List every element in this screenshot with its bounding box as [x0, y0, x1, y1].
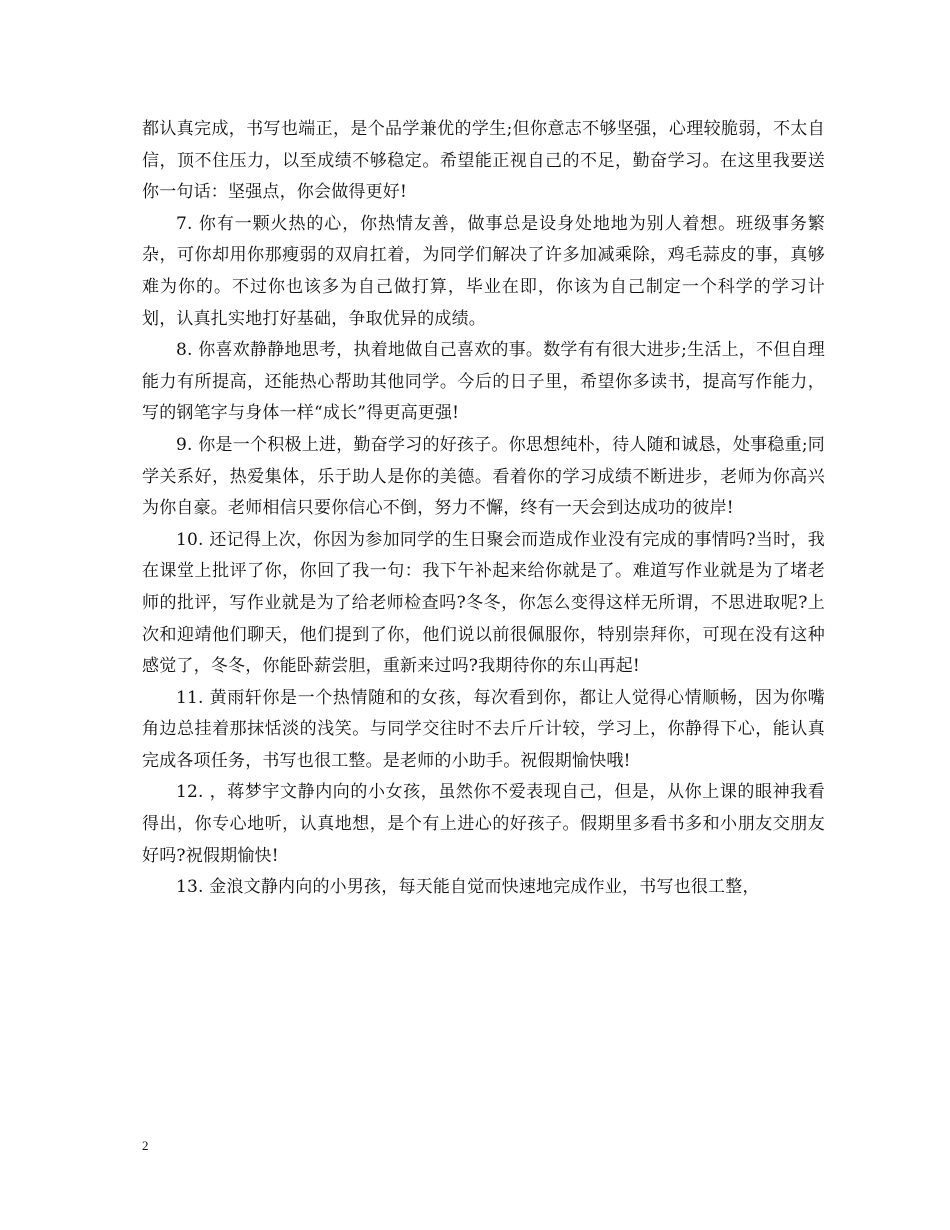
page-number: 2: [142, 1138, 149, 1153]
paragraph-item-13: 13. 金浪文静内向的小男孩，每天能自觉而快速地完成作业，书写也很工整，: [176, 877, 760, 898]
paragraph-item-11: 11. 黄雨轩你是一个热情随和的女孩，每次看到你，都让人觉得心情顺畅，因为你嘴角边总挂着那抹恬淡的浅笑。与同学交往时不去斤斤计较，学习上，你静得下心，能认真完成各项任务，书写也很工整。是老师的小助手。祝假期愉快哦!: [142, 687, 825, 771]
paragraph-item-10: 10. 还记得上次，你因为参加同学的生日聚会而造成作业没有完成的事情吗?当时，我在课堂上批评了你，你回了我一句：我下午补起来给你就是了。难道写作业就是为了堵老师的批评，写作业就是为了给老师检查吗?冬冬，你怎么变得这样无所谓，不思进取呢?上次和迎靖他们聊天，他们提到了你，他们说以前很佩服你，特别崇拜你，可现在没有这种感觉了，冬冬，你能卧薪尝胆，重新来过吗?我期待你的东山再起!: [142, 529, 825, 677]
paragraph-item-7: 7. 你有一颗火热的心，你热情友善，做事总是设身处地地为别人着想。班级事务繁杂，可你却用你那瘦弱的双肩扛着，为同学们解决了许多加减乘除，鸡毛蒜皮的事，真够难为你的。不过你也该多为自己做打算，毕业在即，你该为自己制定一个科学的学习计划，认真扎实地打好基础，争取优异的成绩。: [142, 213, 825, 329]
paragraph-item-8: 8. 你喜欢静静地思考，执着地做自己喜欢的事。数学有有很大进步;生活上，不但自理能力有所提高，还能热心帮助其他同学。今后的日子里，希望你多读书，提高写作能力，写的钢笔字与身体一样“成长”得更高更强!: [142, 340, 825, 424]
paragraph-continuation: 都认真完成，书写也端正，是个品学兼优的学生;但你意志不够坚强，心理较脆弱，不太自信，顶不住压力，以至成绩不够稳定。希望能正视自己的不足，勤奋学习。在这里我要送你一句话：坚强点，你会做得更好!: [142, 119, 825, 203]
body-text: [142, 114, 825, 904]
paragraph-item-12: 12. ，蒋梦宇文静内向的小女孩，虽然你不爱表现自己，但是，从你上课的眼神我看得出，你专心地听，认真地想，是个有上进心的好孩子。假期里多看书多和小朋友交朋友好吗?祝假期愉快!: [142, 782, 825, 866]
paragraph-item-9: 9. 你是一个积极上进，勤奋学习的好孩子。你思想纯朴，待人随和诚恳，处事稳重;同学关系好，热爱集体，乐于助人是你的美德。看着你的学习成绩不断进步，老师为你高兴为你自豪。老师相信只要你信心不倒，努力不懈，终有一天会到达成功的彼岸!: [142, 434, 825, 519]
